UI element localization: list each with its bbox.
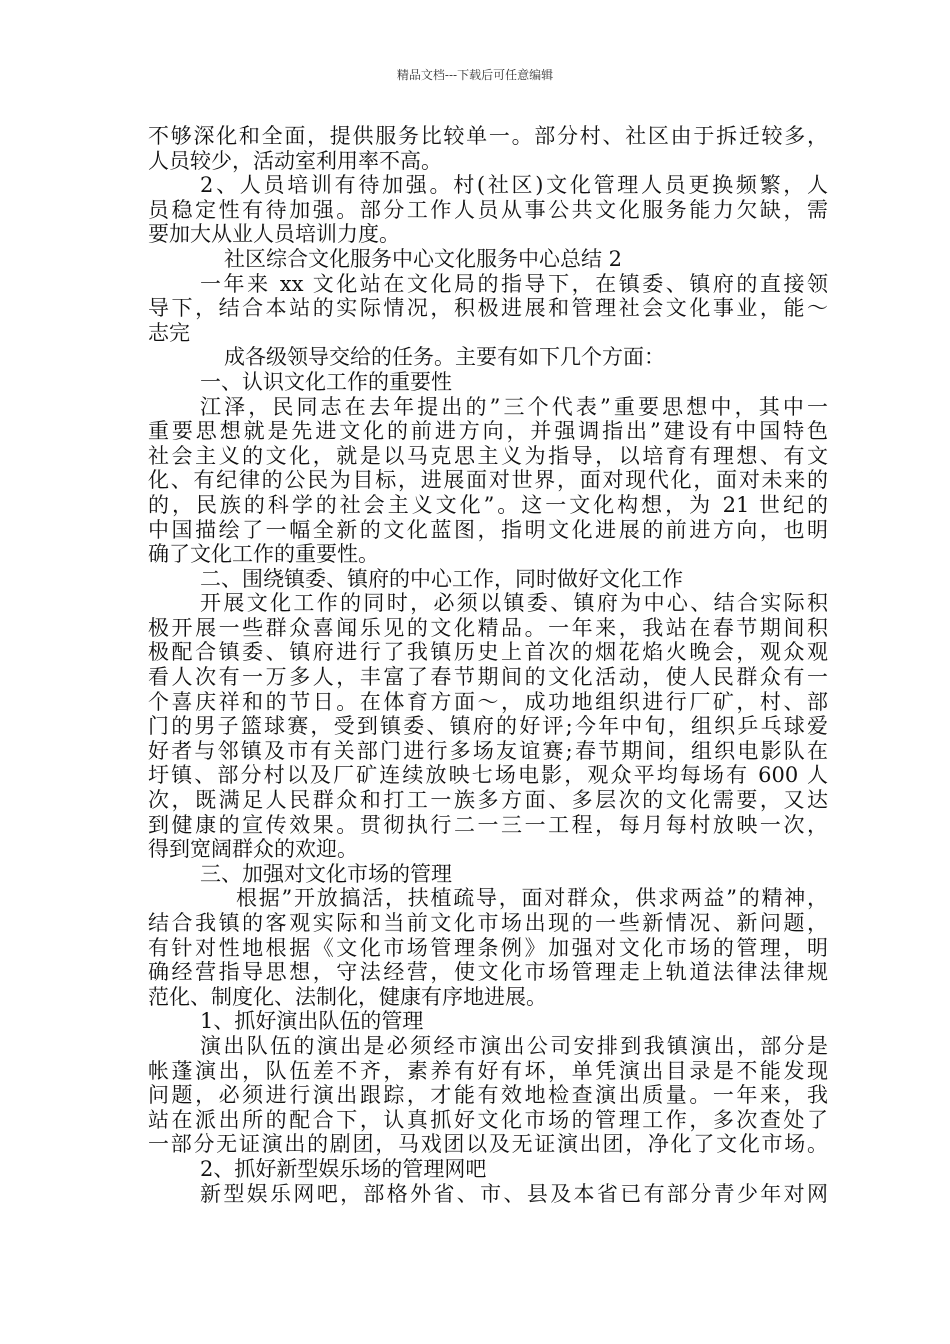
text-line: 不够深化和全面，提供服务比较单一。部分村、社区由于拆迁较多， [148, 124, 828, 148]
section-heading: 二、围绕镇委、镇府的中心工作，同时做好文化工作 [200, 566, 683, 591]
document-body [148, 124, 828, 1206]
text-line: 要加大从业人员培训力度。 [148, 222, 400, 247]
text-line: 好者与邻镇及市有关部门进行多场友谊赛;春节期间，组织电影队在 [148, 738, 828, 763]
text-line: 一年来 xx 文化站在文化局的指导下，在镇委、镇府的直接领 [200, 271, 828, 296]
text-line: 根据”开放搞活，扶植疏导，面对群众，供求两益”的精神， [236, 886, 828, 911]
text-line: 问题，必须进行演出跟踪，才能有效地检查演出质量。一年来，我 [148, 1083, 828, 1108]
text-line: 有针对性地根据《文化市场管理条例》加强对文化市场的管理，明 [148, 935, 828, 960]
text-line: 确经营指导思想，守法经营，使文化市场管理走上轨道法律法律规 [148, 960, 828, 985]
section-heading: 2、抓好新型娱乐场的管理网吧 [200, 1156, 487, 1181]
section-heading: 一、认识文化工作的重要性 [200, 369, 452, 394]
text-line: 极开展一些群众喜闻乐见的文化精品。一年来，我站在春节期间积 [148, 615, 828, 640]
text-line: 员稳定性有待加强。部分工作人员从事公共文化服务能力欠缺，需 [148, 197, 828, 222]
text-line: 看人次有一万多人，丰富了春节期间的文化活动，使人民群众有一 [148, 665, 828, 690]
text-line: 开展文化工作的同时，必须以镇委、镇府为中心、结合实际积 [200, 591, 828, 616]
section-heading: 三、加强对文化市场的管理 [200, 861, 452, 886]
text-line: 极配合镇委、镇府进行了我镇历史上首次的烟花焰火晚会，观众观 [148, 640, 828, 665]
text-line: 站在派出所的配合下，认真抓好文化市场的管理工作，多次查处了 [148, 1107, 828, 1132]
text-line: 重要思想就是先进文化的前进方向，并强调指出”建设有中国特色 [148, 419, 828, 444]
text-line: 新型娱乐网吧，部格外省、市、县及本省已有部分青少年对网 [200, 1181, 828, 1206]
text-line: 江泽，民同志在去年提出的”三个代表”重要思想中，其中一 [200, 394, 828, 419]
text-line: 个喜庆祥和的节日。在体育方面～，成功地组织进行厂矿，村、部 [148, 689, 828, 714]
text-line: 成各级领导交给的任务。主要有如下几个方面： [224, 345, 665, 370]
text-line: 结合我镇的客观实际和当前文化市场出现的一些新情况、新问题， [148, 911, 828, 935]
page-header: 精品文档---下载后可任意编辑 [396, 68, 554, 82]
text-line: 门的男子篮球赛，受到镇委、镇府的好评;今年中旬，组织乒乓球爱 [148, 714, 828, 739]
text-line: 中国描绘了一幅全新的文化蓝图，指明文化进展的前进方向，也明 [148, 517, 828, 542]
text-line: 帐蓬演出，队伍差不齐，素养有好有坏，单凭演出目录是不能发现 [148, 1058, 828, 1083]
text-line: 次，既满足人民群众和打工一族多方面、多层次的文化需要，又达 [148, 788, 828, 813]
text-line: 2、人员培训有待加强。村(社区)文化管理人员更换频繁，人 [200, 173, 828, 198]
text-line: 人员较少，活动室利用率不高。 [148, 148, 442, 173]
text-line: 化、有纪律的公民为目标，进展面对世界，面对现代化，面对未来的 [148, 468, 828, 493]
text-line: 导下，结合本站的实际情况，积极进展和管理社会文化事业，能～ [148, 296, 828, 321]
text-line: 得到宽阔群众的欢迎。 [148, 837, 358, 862]
text-line: 一部分无证演出的剧团，马戏团以及无证演出团，净化了文化市场。 [148, 1132, 828, 1157]
text-line: 圩镇、部分村以及厂矿连续放映七场电影，观众平均每场有 600 人 [148, 763, 828, 788]
text-line: 到健康的宣传效果。贯彻执行二一三一工程，每月每村放映一次， [148, 812, 828, 837]
text-line: 范化、制度化、法制化，健康有序地进展。 [148, 984, 547, 1009]
text-line: 确了文化工作的重要性。 [148, 542, 379, 567]
section-heading: 社区综合文化服务中心文化服务中心总结 2 [224, 246, 623, 271]
text-line: 的，民族的科学的社会主义文化”。这一文化构想，为 21 世纪的 [148, 492, 828, 517]
text-line: 志完 [148, 320, 190, 345]
text-line: 演出队伍的演出是必须经市演出公司安排到我镇演出，部分是 [200, 1033, 828, 1058]
text-line: 社会主义的文化，就是以马克思主义为指导，以培育有理想、有文 [148, 443, 828, 468]
section-heading: 1、抓好演出队伍的管理 [200, 1009, 424, 1034]
